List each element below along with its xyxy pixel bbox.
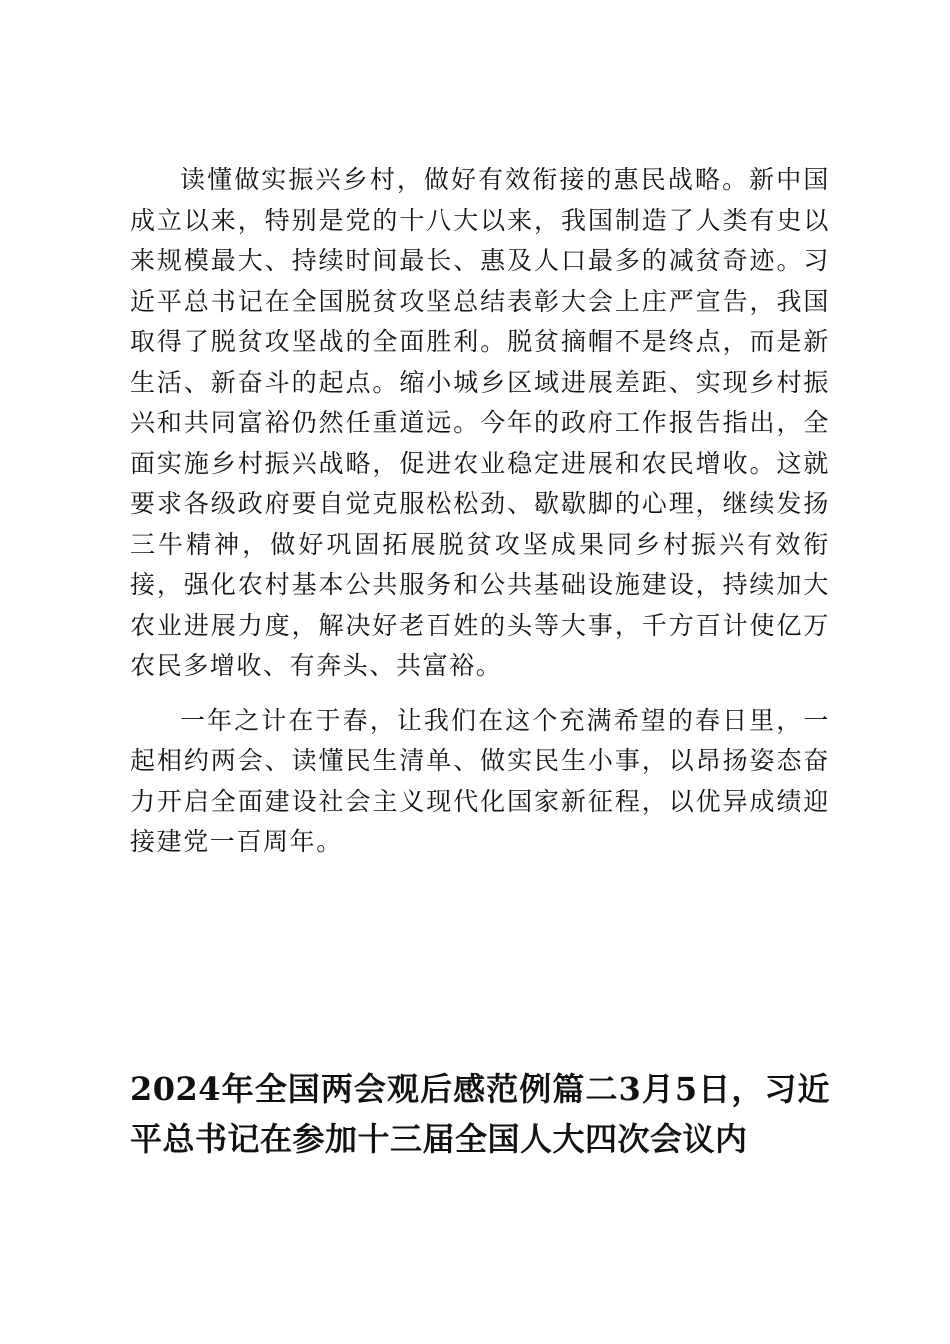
document-body	[130, 160, 830, 877]
section-heading: 2024年全国两会观后感范例篇二3月5日，习近平总书记在参加十三届全国人大四次会议内	[130, 1070, 830, 1158]
paragraph-spring-closing: 一年之计在于春，让我们在这个充满希望的春日里，一起相约两会、读懂民生清单、做实民生小事，以昂扬姿态奋力开启全面建设社会主义现代化国家新征程，以优异成绩迎接建党一百周年。	[130, 705, 830, 856]
paragraph-rural-revitalization: 读懂做实振兴乡村，做好有效衔接的惠民战略。新中国成立以来，特别是党的十八大以来，我国制造了人类有史以来规模最大、持续时间最长、惠及人口最多的减贫奇迹。习近平总书记在全国脱贫攻坚总结表彰大会上庄严宣告，我国取得了脱贫攻坚战的全面胜利。脱贫摘帽不是终点，而是新生活、新奋斗的起点。缩小城乡区域进展差距、实现乡村振兴和共同富裕仍然任重道远。今年的政府工作报告指出，全面实施乡村振兴战略，促进农业稳定进展和农民增收。这就要求各级政府要自觉克服松松劲、歇歇脚的心理，继续发扬三牛精神，做好巩固拓展脱贫攻坚成果同乡村振兴有效衔接，强化农村基本公共服务和公共基础设施建设，持续加大农业进展力度，解决好老百姓的头等大事，千方百计使亿万农民多增收、有奔头、共富裕。	[130, 165, 830, 680]
